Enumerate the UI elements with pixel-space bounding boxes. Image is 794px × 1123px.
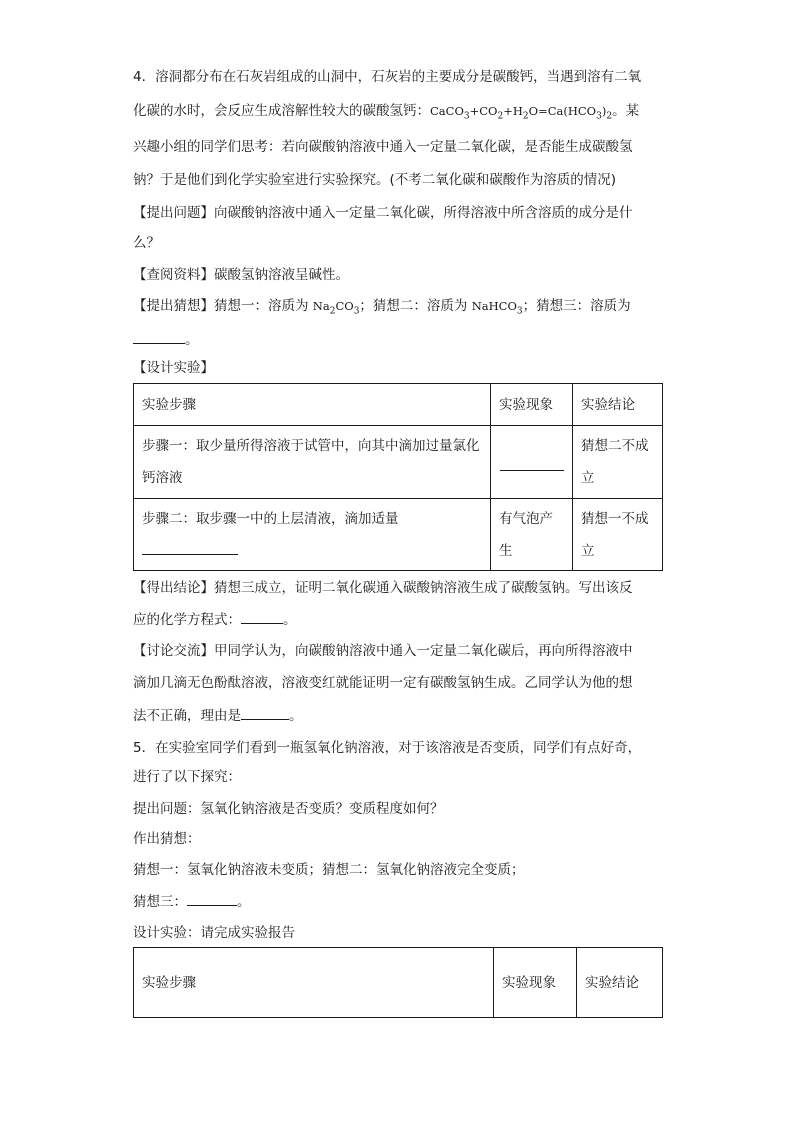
hypothesis-b: ；猜想二：溶质为: [359, 298, 472, 314]
q4-line-3: 兴趣小组的同学们思考：若向碳酸钠溶液中通入一定量二氧化碳，是否能生成碳酸氢: [133, 139, 633, 155]
discussion-line-1: 【讨论交流】甲同学认为，向碳酸钠溶液中通入一定量二氧化碳后，再向所得溶液中: [133, 643, 633, 659]
q4-line-4: 钠？于是他们到化学实验室进行实验探究。(不考二氧化碳和碳酸作为溶质的情况): [133, 172, 617, 188]
header-conclusion: 实验结论: [573, 384, 663, 426]
hypothesis-three-end: 。: [185, 332, 199, 348]
q4-experiment-table: [133, 383, 663, 571]
q4-line-1: 4．溶洞都分布在石灰岩组成的山洞中，石灰岩的主要成分是碳酸钙，当遇到溶有二氧: [133, 69, 642, 85]
hypothesis-c: ；猜想三：溶质为: [522, 298, 631, 314]
q4-line-2: [133, 102, 663, 120]
formula-nahco3: NaHCO$_3$: [471, 299, 523, 317]
header-phenomenon: 实验现象: [491, 384, 573, 426]
conclusion-line-1: 【得出结论】猜想三成立，证明二氧化碳通入碳酸钠溶液生成了碳酸氢钠。写出该反: [133, 580, 633, 596]
row2-conclusion: 猜想一不成立: [573, 499, 663, 571]
discussion-line-3: [133, 706, 663, 725]
row2-step-text: 步骤二：取步骤一中的上层清液，滴加适量: [142, 510, 399, 527]
hypothesis-three-blank[interactable]: [133, 330, 185, 344]
formula-na2co3: $Na_2CO_3$: [312, 299, 360, 317]
discussion-prefix: 法不正确，理由是: [133, 708, 241, 724]
row1-conclusion: 猜想二不成立: [573, 426, 663, 499]
q4-question-line-1: 【提出问题】向碳酸钠溶液中通入一定量二氧化碳，所得溶液中所含溶质的成分是什: [133, 205, 633, 221]
hypothesis-a: 【提出猜想】猜想一：溶质为: [133, 298, 313, 314]
conclusion-prefix: 应的化学方程式：: [133, 612, 241, 628]
q5-hypothesis-three-prefix: 猜想三：: [133, 894, 187, 910]
q5-hypothesis-three-line: [133, 892, 663, 911]
header-steps: 实验步骤: [134, 384, 491, 426]
q5-line-2: 进行了以下探究：: [133, 769, 241, 785]
reason-blank[interactable]: [241, 706, 289, 720]
table-row: [134, 426, 663, 499]
q5-hypothesis-heading: 作出猜想：: [133, 831, 201, 847]
q5-line-1: 5．在实验室同学们看到一瓶氢氧化钠溶液，对于该溶液是否变质，同学们有点好奇，: [133, 740, 642, 756]
q5-design-line: 设计实验：请完成实验报告: [133, 925, 295, 941]
q5-hypothesis-three-blank[interactable]: [187, 892, 237, 906]
row2-step: [134, 499, 491, 571]
row2-step-blank[interactable]: [142, 540, 238, 555]
conclusion-suffix: 。: [283, 612, 297, 628]
q5-experiment-table: [133, 947, 663, 1018]
hypothesis-three-line: [133, 330, 663, 349]
equation-blank[interactable]: [241, 610, 283, 624]
q5-hypothesis-three-suffix: 。: [237, 894, 251, 910]
row1-step: 步骤一：取少量所得溶液于试管中，向其中滴加过量氯化钙溶液: [134, 426, 491, 499]
row2-phenomenon: 有气泡产生: [491, 499, 573, 571]
q5-question-line: 提出问题：氢氧化钠溶液是否变质？变质程度如何？: [133, 801, 444, 817]
table-header-row: [134, 384, 663, 426]
conclusion-line-2: [133, 610, 663, 629]
discussion-suffix: 。: [289, 708, 303, 724]
q4-hypothesis-line: [133, 297, 663, 315]
row1-phenomenon: [491, 426, 573, 499]
table-header-row: [134, 948, 663, 1018]
q4-line-2-text: 化碳的水时，会反应生成溶解性较大的碳酸氢钙：: [133, 103, 430, 119]
q5-hypotheses-line: 猜想一：氢氧化钠溶液未变质；猜想二：氢氧化钠溶液完全变质；: [133, 862, 525, 878]
q4-question-line-2: 么？: [133, 235, 160, 251]
table-row: [134, 499, 663, 571]
row1-phenomenon-blank[interactable]: [500, 454, 564, 471]
q5-header-phenomenon: 实验现象: [494, 948, 577, 1018]
q5-header-steps: 实验步骤: [134, 948, 494, 1018]
design-heading: 【设计实验】: [133, 360, 214, 376]
discussion-line-2: 滴加几滴无色酚酞溶液，溶液变红就能证明一定有碳酸氢钠生成。乙同学认为他的想: [133, 675, 633, 691]
q4-reference-line: 【查阅资料】碳酸氢钠溶液呈碱性。: [133, 267, 349, 283]
reaction-equation: $CaCO_3+CO_2+H_2O=Ca(HCO_3)_2$: [430, 104, 613, 122]
q4-line-2-end: 。某: [612, 103, 640, 119]
q5-header-conclusion: 实验结论: [577, 948, 663, 1018]
